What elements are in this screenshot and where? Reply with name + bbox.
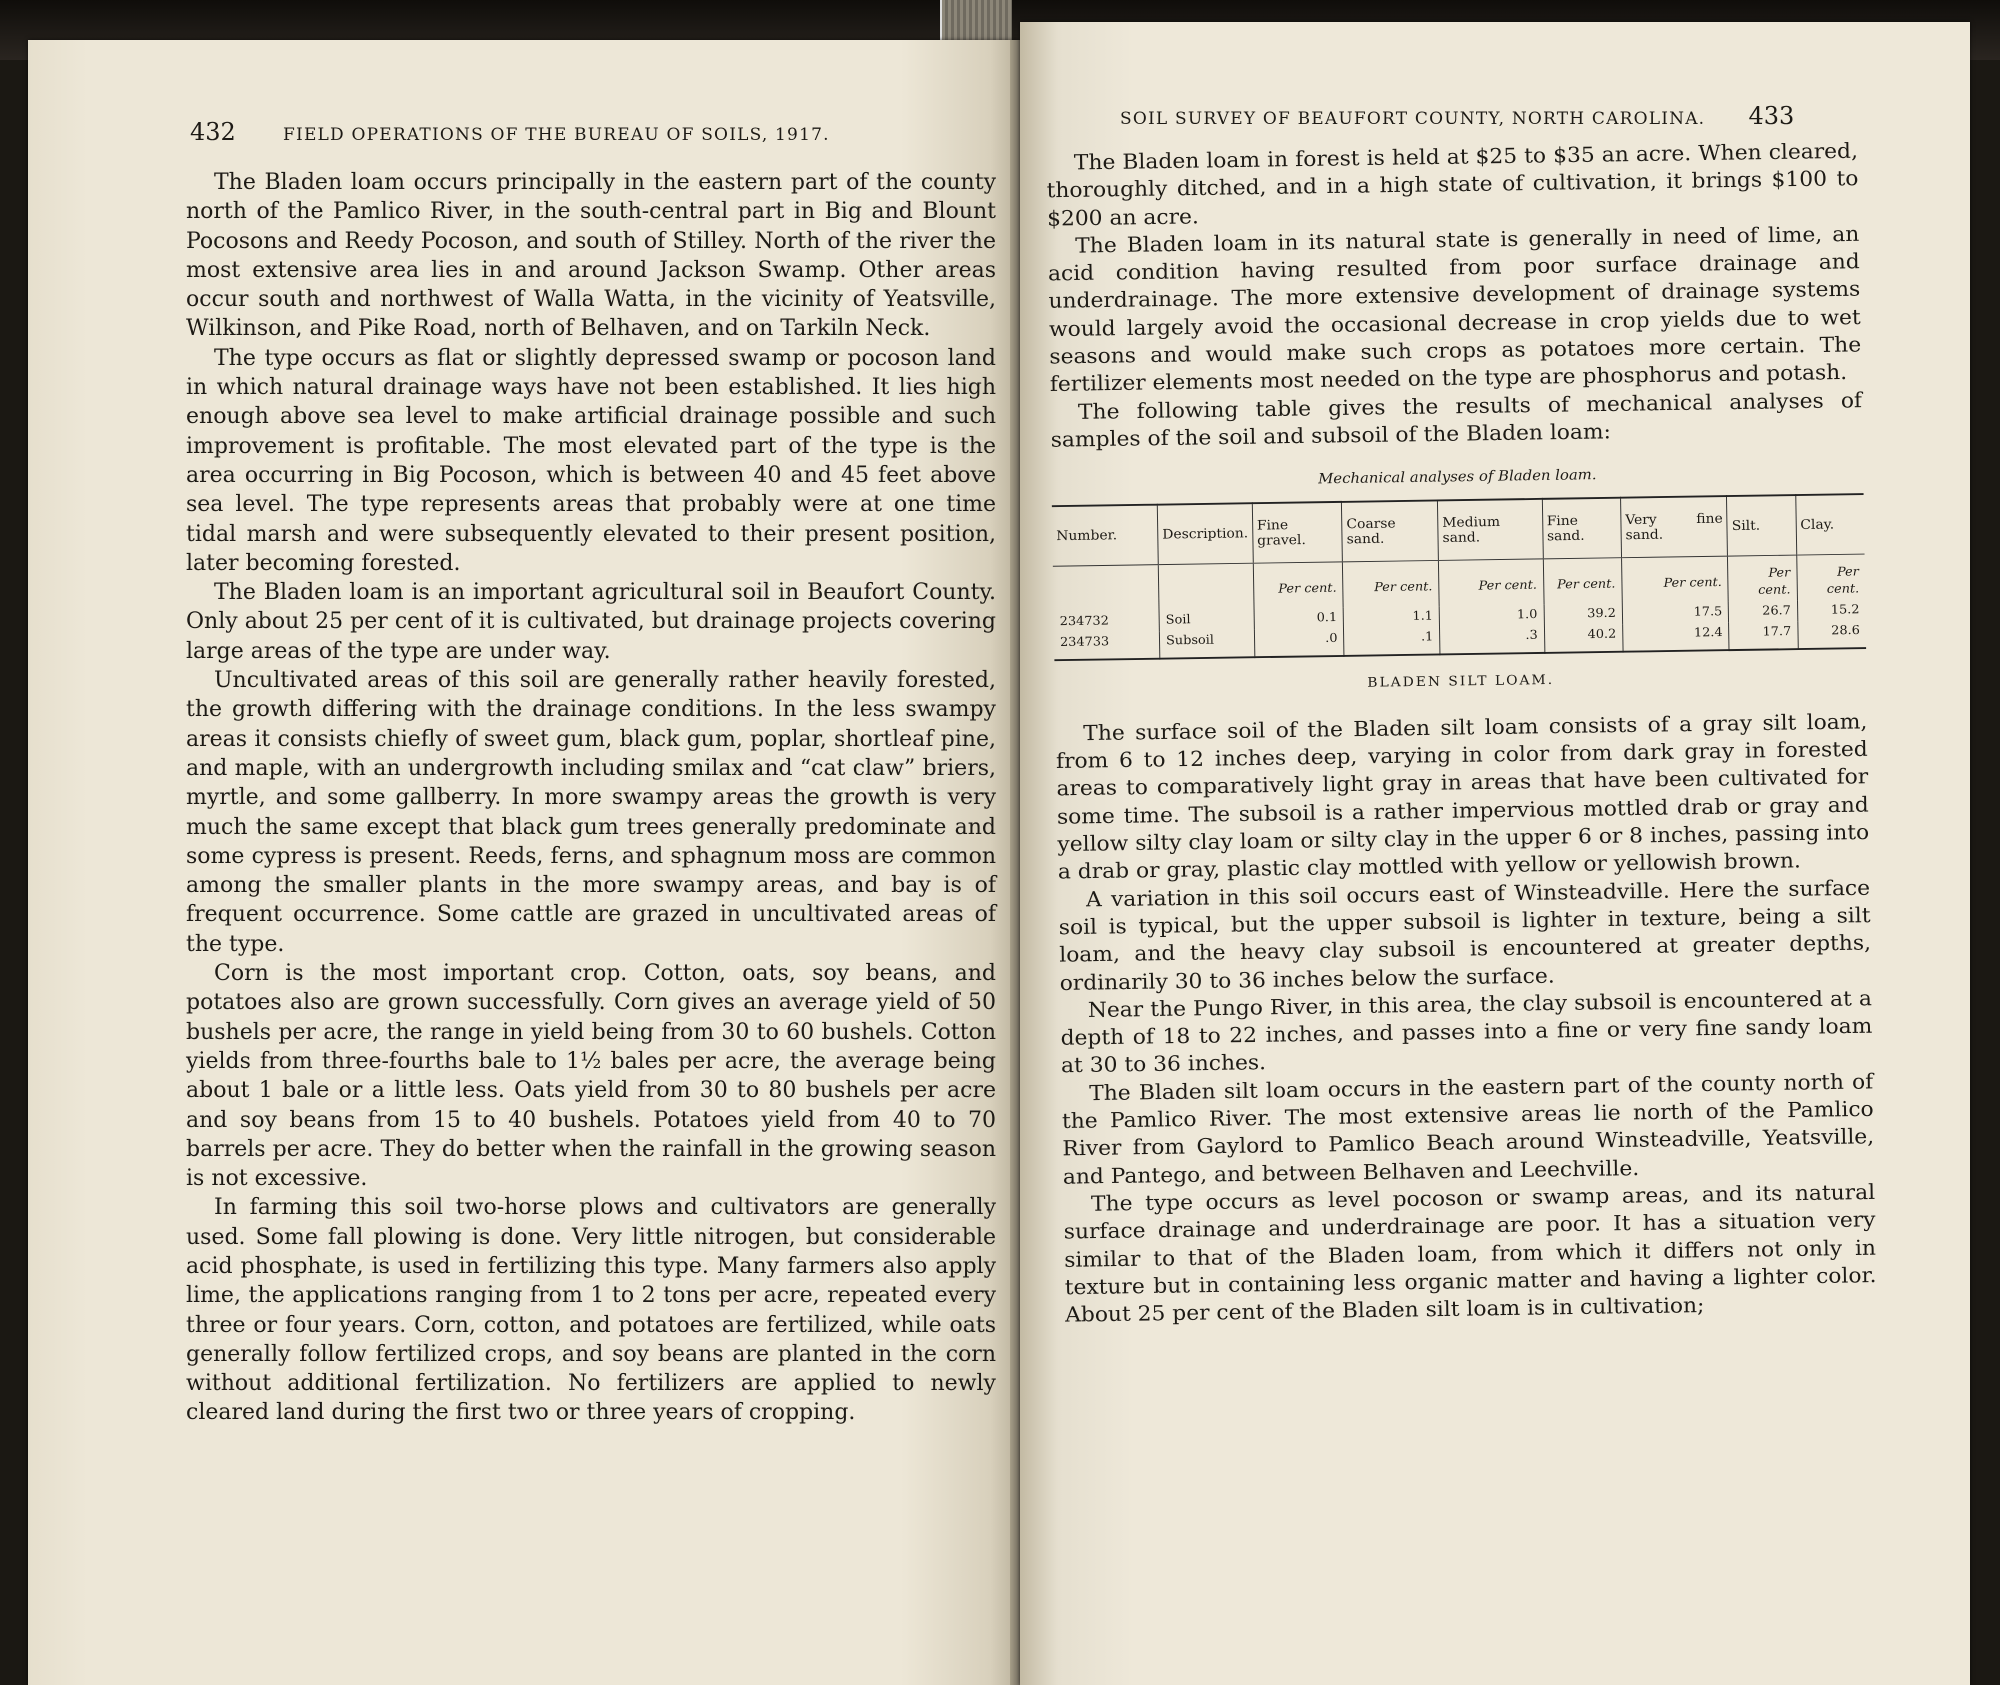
paragraph: In farming this soil two-horse plows and cultivators are generally used. Some fall plowing is done. Very little nitrogen, but considerable acid phosphate, is used in fertilizing this type. Many farmers also apply lime, the applications ranging from 1 to 2 tons per acre, repeated every three or four years. Corn, cotton, and potatoes are fertilized, while oats generally follow fertilized crops, and soy beans are planted in the corn without additional fertilization. No fertilizers are applied to newly cleared land during the first two or three years of cropping. bbox=[186, 1195, 996, 1426]
table-cell: 39.2 bbox=[1544, 603, 1623, 625]
paragraph: A variation in this soil occurs east of Winsteadville. Here the surface soil is typical, but the upper subsoil is lighter in texture, being a silt loam, and the heavy clay subsoil is encountered at greater depths, ordinarily 30 to 36 inches below the surface. bbox=[1058, 876, 1872, 996]
paragraph: The Bladen loam is an important agricultural soil in Beaufort County. Only about 25 per cent of it is cultivated, but drainage projects covering large areas of the type are under way. bbox=[186, 580, 996, 664]
left-page bbox=[28, 40, 1020, 1685]
table-cell: 234732 bbox=[1059, 613, 1109, 629]
table-cell: 28.6 bbox=[1797, 620, 1866, 648]
paragraph: The surface soil of the Bladen silt loam consists of a gray silt loam, from 6 to 12 inches deep, varying in color from dark gray in forested areas to comparatively light gray in areas that have been cultivated for some time. The subsoil is a rather impervious mottled drab or gray and yellow silty clay loam or silty clay in the upper 6 or 8 inches, passing into a drab or gray, plastic clay mottled with yellow or yellowish brown. bbox=[1055, 710, 1870, 885]
unit-cell: Per cent. bbox=[1343, 560, 1440, 607]
paragraph: Uncultivated areas of this soil are generally rather heavily forested, the growth differing with the drainage conditions. In the less swampy areas it consists chiefly of sweet gum, black gum, poplar, shortleaf pine, and maple, with an undergrowth including smilax and “cat claw” briers, myrtle, and some gallberry. In more swampy areas the growth is very much the same except that black gum trees generally predominate and some cypress is present. Reeds, ferns, and sphagnum moss are common among the smaller plants in the more swampy areas, and bay is of frequent occurrence. Some cattle are grazed in uncultivated areas of the type. bbox=[186, 668, 996, 957]
col-header: Medium sand. bbox=[1437, 498, 1542, 560]
table-cell: .0 bbox=[1254, 628, 1344, 657]
paragraph: The Bladen loam in its natural state is generally in need of lime, an acid condition having resulted from poor surface drainage and underdrainage. The more extensive development of drainage systems would largely avoid the occasional decrease in crop yields due to wet seasons and would make such crops as potatoes more certain. The fertilizer elements most needed on the type are phosphorus and potash. bbox=[1047, 222, 1862, 397]
col-header: Fine sand. bbox=[1542, 497, 1621, 558]
left-page-number: 432 bbox=[190, 118, 236, 146]
left-running-head bbox=[190, 118, 830, 146]
col-header: Clay. bbox=[1795, 494, 1864, 555]
paragraph: The following table gives the results of mechanical analyses of samples of the soil and subsoil of the Bladen loam: bbox=[1050, 388, 1863, 453]
col-header: Very fine sand. bbox=[1620, 496, 1727, 558]
col-header: Silt. bbox=[1727, 495, 1797, 556]
unit-cell: Per cent. bbox=[1621, 556, 1728, 603]
paragraph: The Bladen loam in forest is held at $25 to $35 an acre. When cleared, thoroughly ditched, and in a high state of cultivation, it brings $100 to $200 an acre. bbox=[1046, 139, 1859, 231]
col-header: Number. bbox=[1052, 504, 1159, 566]
paragraph: Corn is the most important crop. Cotton, oats, soy beans, and potatoes also are grown successfully. Corn gives an average yield of 50 bushels per acre, the range in yield being from 30 to 60 bushels. Cotton yields from three-fourths bale to 1½ bales per acre, the average being about 1 bale or a little less. Oats yield from 30 to 80 bushels per acre and soy beans from 15 to 40 bushels. Potatoes yield from 40 to 70 barrels per acre. They do better when the rainfall in the growing season is not excessive. bbox=[186, 961, 996, 1192]
paragraph: The Bladen silt loam occurs in the eastern part of the county north of the Pamlico River. The most extensive areas lie north of the Pamlico River from Gaylord to Pamlico Beach around Winsteadville, Yeatsville, and Pantego, and between Belhaven and Leechville. bbox=[1061, 1070, 1875, 1190]
table-cell: 17.7 bbox=[1729, 621, 1798, 649]
right-page-number: 433 bbox=[1748, 102, 1795, 130]
col-header: Coarse sand. bbox=[1342, 500, 1439, 561]
table-cell: 17.5 bbox=[1622, 602, 1729, 624]
table-cell: 26.7 bbox=[1729, 600, 1798, 622]
paragraph: The type occurs as level pocoson or swamp areas, and its natural surface drainage and underdrainage are poor. It has a situation very similar to that of the Bladen loam, from which it differs not only in texture but in containing less organic matter and having a lighter color. About 25 per cent of the Bladen silt loam is in cultivation; bbox=[1063, 1180, 1877, 1328]
right-page bbox=[1020, 22, 1970, 1685]
left-body-text bbox=[186, 168, 996, 1428]
table-cell: 40.2 bbox=[1544, 624, 1623, 653]
table-caption: Mechanical analyses of Bladen loam. bbox=[1317, 466, 1597, 488]
table-cell: .1 bbox=[1344, 627, 1440, 656]
table-cell: .3 bbox=[1440, 625, 1545, 654]
table-cell: Subsoil bbox=[1159, 629, 1254, 658]
right-running-head bbox=[1120, 102, 1794, 130]
table-cell: 0.1 bbox=[1254, 607, 1344, 629]
table-cell: 12.4 bbox=[1623, 622, 1730, 651]
paragraph: The type occurs as flat or slightly depressed swamp or pocoson land in which natural drainage ways have not been established. It lies high enough above sea level to make artificial drainage possible and such improvement is profitable. The most elevated part of the type is the area occurring in Big Pocoson, which is between 40 and 45 feet above sea level. The type represents areas that probably were at one time tidal marsh and were subsequently elevated to their present position, later becoming forested. bbox=[186, 345, 996, 576]
right-running-title: SOIL SURVEY OF BEAUFORT COUNTY, NORTH CAROLINA. bbox=[1120, 109, 1706, 129]
col-header: Description. bbox=[1157, 503, 1253, 564]
unit-cell: Per cent. bbox=[1438, 558, 1543, 605]
section-heading: BLADEN SILT LOAM. bbox=[1367, 672, 1555, 691]
right-body-text bbox=[1046, 138, 1877, 1330]
table-cell: 234733 bbox=[1059, 634, 1110, 650]
unit-cell: Per cent. bbox=[1253, 561, 1343, 608]
col-header: Fine gravel. bbox=[1252, 501, 1343, 562]
mechanical-analyses-table bbox=[1052, 493, 1866, 661]
left-running-title: FIELD OPERATIONS OF THE BUREAU OF SOILS, 1917. bbox=[283, 125, 830, 145]
paragraph: Near the Pungo River, in this area, the clay subsoil is encountered at a depth of 18 to 22 inches, and passes into a fine or very fine sandy loam at 30 to 36 inches. bbox=[1060, 987, 1873, 1079]
table-cell: 1.1 bbox=[1343, 606, 1439, 628]
table-cell: 15.2 bbox=[1797, 599, 1865, 621]
unit-cell: Per cent. bbox=[1728, 555, 1797, 602]
paragraph: The Bladen loam occurs principally in the eastern part of the county north of the Pamlico River, in the south-central part in Big and Blount Pocosons and Reedy Pocoson, and south of Stilley. North of the river the most extensive area lies in and around Jackson Swamp. Other areas occur south and northwest of Walla Watta, in the vicinity of Yeatsville, Wilkinson, and Pike Road, north of Belhaven, and on Tarkiln Neck. bbox=[186, 170, 996, 342]
unit-cell: Per cent. bbox=[1796, 554, 1865, 601]
table-cell: Soil bbox=[1159, 609, 1254, 631]
unit-cell: Per cent. bbox=[1543, 557, 1622, 604]
table-cell: 1.0 bbox=[1439, 604, 1544, 626]
